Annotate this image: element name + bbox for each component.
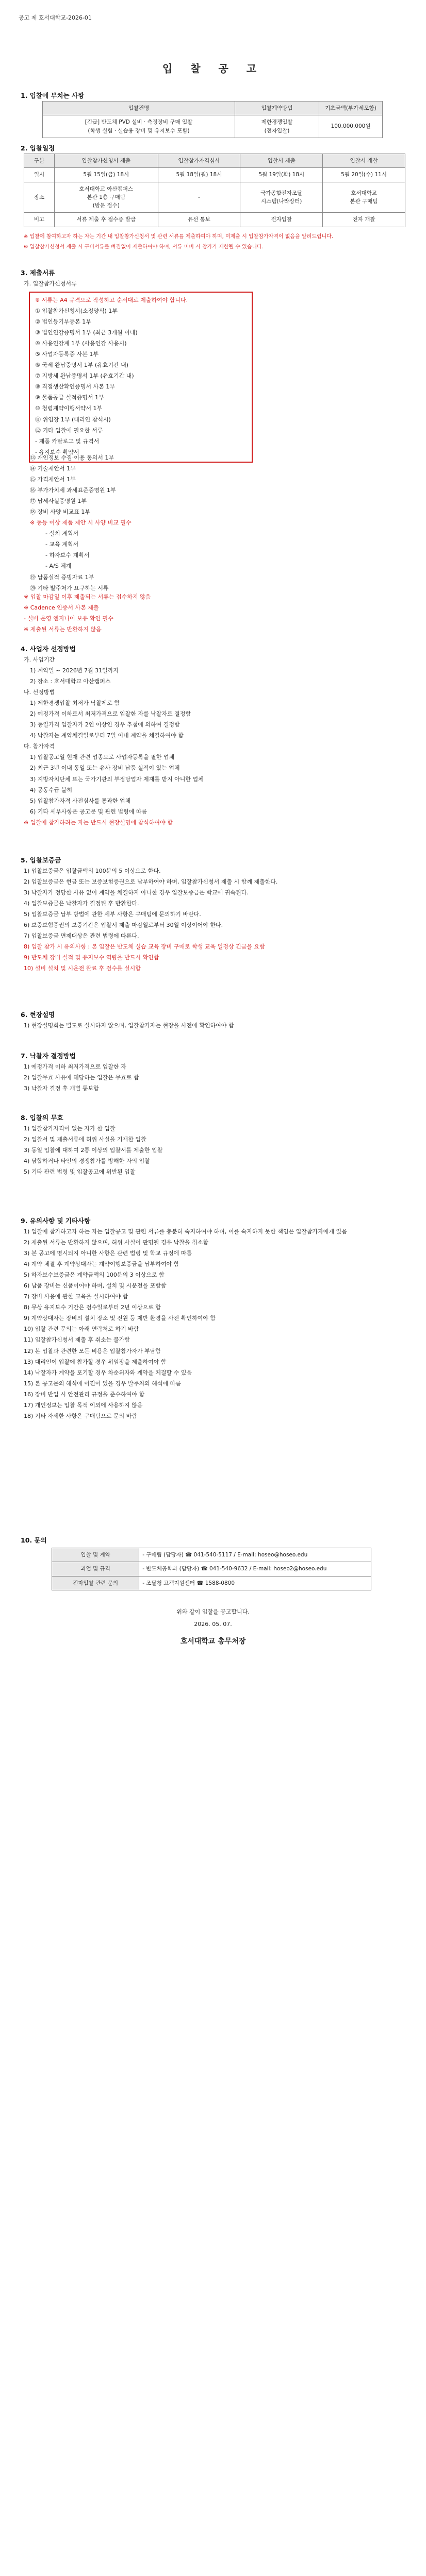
list-item: 2) 입찰서 및 제출서류에 허위 사실을 기재한 입찰 bbox=[24, 1136, 146, 1143]
table-cell: 5월 20일(수) 11시 bbox=[323, 168, 405, 182]
table-cell: 서류 제출 후 접수증 발급 bbox=[55, 213, 158, 227]
list-item: 2) 입찰무효 사유에 해당하는 입찰은 무효로 함 bbox=[24, 1074, 139, 1081]
list-item: 6) 납품 장비는 신품이어야 하며, 설치 및 시운전을 포함함 bbox=[24, 1282, 167, 1290]
list-item: ⑮ 가격제안서 1부 bbox=[30, 476, 76, 483]
list-item: 7) 장비 사용에 관한 교육을 실시하여야 함 bbox=[24, 1293, 128, 1300]
list-item: 3) 지방자치단체 또는 국가기관의 부정당업자 제재를 받지 아니한 업체 bbox=[30, 775, 204, 783]
box-line: ⑤ 사업자등록증 사본 1부 bbox=[35, 351, 99, 358]
note-text: ※ 입찰에 참가하려는 자는 반드시 현장설명에 참석하여야 함 bbox=[24, 819, 173, 826]
list-item: 2) 제출된 서류는 반환하지 않으며, 허위 사실이 판명될 경우 낙찰을 취소함 bbox=[24, 1239, 208, 1246]
box-line: ⑦ 지방세 완납증명서 1부 (유효기간 내) bbox=[35, 372, 134, 380]
list-item: ⑭ 기술제안서 1부 bbox=[30, 465, 76, 472]
table-header: 입찰서 제출 bbox=[240, 154, 323, 168]
closing-date: 2026. 05. 07. bbox=[194, 1621, 232, 1628]
list-item: 5) 입찰보증금 납부 방법에 관한 세부 사항은 구매팀에 문의하기 바란다. bbox=[24, 911, 201, 918]
list-item: 1) 입찰참가자격이 없는 자가 한 입찰 bbox=[24, 1125, 116, 1132]
box-line: ① 입찰참가신청서(소정양식) 1부 bbox=[35, 308, 118, 315]
section8-body bbox=[24, 1124, 405, 1178]
list-item: 10) 설비 설치 및 시운전 완료 후 검수를 실시함 bbox=[24, 965, 141, 972]
list-item: 3) 본 공고에 명시되지 아니한 사항은 관련 법령 및 학교 규정에 따름 bbox=[24, 1250, 192, 1257]
table-cell: 제한경쟁입찰 (전자입찰) bbox=[235, 115, 319, 138]
list-item: 1) 입찰보증금은 입찰금액의 100분의 5 이상으로 한다. bbox=[24, 868, 161, 874]
box-line: ⑩ 청렴계약이행서약서 1부 bbox=[35, 405, 103, 412]
list-item: ⑱ 장비 사양 비교표 1부 bbox=[30, 509, 90, 516]
list-item: 18) 기타 자세한 사항은 구매팀으로 문의 바람 bbox=[24, 1412, 137, 1419]
note-text: ※ 입찰참가신청서 제출 시 구비서류를 빠짐없이 제출하여야 하며, 서류 미비 시 참가가 제한될 수 있습니다. bbox=[24, 244, 264, 250]
section10-title: 10. 문의 bbox=[21, 1536, 47, 1544]
list-item: 2) 최근 3년 이내 동일 또는 유사 장비 납품 실적이 있는 업체 bbox=[30, 765, 180, 772]
list-item: 5) 기타 관련 법령 및 입찰공고에 위반된 입찰 bbox=[24, 1168, 136, 1176]
list-item: 4) 계약 체결 후 계약상대자는 계약이행보증금을 납부하여야 함 bbox=[24, 1261, 179, 1268]
list-item: 1) 입찰에 참가하고자 하는 자는 입찰공고 및 관련 서류를 충분히 숙지하여야 하며, 이를 숙지하지 못한 책임은 입찰참가자에게 있음 bbox=[24, 1228, 347, 1235]
note-text: ※ 입찰에 참여하고자 하는 자는 기간 내 입찰참가신청서 및 관련 서류를 제출하여야 하며, 미제출 시 입찰참가자격이 없음을 알려드립니다. bbox=[24, 234, 334, 240]
highlight-line: - 설비 운영 엔지니어 보유 확인 필수 bbox=[24, 615, 113, 622]
table-cell: - 구매팀 (담당자) ☎ 041-540-5117 / E-mail: hoseo@hoseo.edu bbox=[139, 1548, 371, 1562]
box-line: - 유지보수 확약서 bbox=[35, 448, 79, 455]
list-item: ⑲ 납품실적 증빙자료 1부 bbox=[30, 573, 94, 581]
box-line: ⑥ 국세 완납증명서 1부 (유효기간 내) bbox=[35, 362, 129, 369]
list-item: 17) 개인정보는 입찰 목적 이외에 사용하지 않음 bbox=[24, 1401, 143, 1409]
table-cell: 호서대학교 본관 구매팀 bbox=[323, 182, 405, 213]
list-item: 4) 공동수급 불허 bbox=[30, 786, 73, 793]
list-item: 5) 하자보수보증금은 계약금액의 100분의 3 이상으로 함 bbox=[24, 1272, 165, 1279]
box-line: - 제품 카탈로그 및 규격서 bbox=[35, 437, 100, 445]
list-item: - A/S 체계 bbox=[45, 563, 72, 570]
notice-number: 공고 제 호서대학교-2026-01 bbox=[19, 14, 92, 21]
table-header: 입찰참가신청서 제출 bbox=[55, 154, 158, 168]
table-cell: 전자입찰 bbox=[240, 213, 323, 227]
list-item: 2) 예정가격 이하로서 최저가격으로 입찰한 자를 낙찰자로 결정함 bbox=[30, 710, 191, 718]
list-item: 6) 보증보험증권의 보증기간은 입찰서 제출 마감일로부터 30일 이상이어야 한다. bbox=[24, 922, 223, 929]
list-item: ⑳ 기타 발주처가 요구하는 서류 bbox=[30, 584, 109, 591]
list-item: 8) 무상 유지보수 기간은 검수일로부터 2년 이상으로 함 bbox=[24, 1304, 161, 1311]
list-item: 1) 제한경쟁입찰 최저가 낙찰제로 함 bbox=[30, 700, 120, 707]
table-header: 입찰참가자격심사 bbox=[158, 154, 240, 168]
sub-heading: 다. 참가자격 bbox=[24, 743, 55, 750]
box-line: ③ 법인인감증명서 1부 (최근 3개월 이내) bbox=[35, 329, 138, 336]
list-item: ⑬ 개인정보 수집·이용 동의서 1부 bbox=[30, 454, 114, 461]
list-item: 4) 담합하거나 타인의 경쟁참가를 방해한 자의 입찰 bbox=[24, 1158, 150, 1165]
table-header: 입찰건명 bbox=[43, 101, 235, 115]
list-item: 3) 낙찰자 결정 후 개별 통보함 bbox=[24, 1085, 99, 1092]
list-item: 9) 반도체 장비 실적 및 유지보수 역량을 반드시 확인함 bbox=[24, 954, 159, 961]
required-docs-box bbox=[29, 292, 253, 463]
table-cell: 유선 통보 bbox=[158, 213, 240, 227]
section9-body bbox=[24, 1227, 405, 1422]
table-header: 구분 bbox=[24, 154, 55, 168]
table-cell: - 조달청 고객지원센터 ☎ 1588-0800 bbox=[139, 1576, 371, 1590]
list-item: - 교육 계획서 bbox=[45, 541, 79, 548]
list-item: 1) 계약일 ~ 2026년 7월 31일까지 bbox=[30, 667, 119, 674]
table-header: 입찰 및 계약 bbox=[52, 1548, 139, 1562]
section3-highlight bbox=[24, 592, 405, 636]
list-item: ⑯ 부가가치세 과세표준증명원 1부 bbox=[30, 487, 116, 494]
box-line: ② 법인등기부등본 1부 bbox=[35, 318, 91, 326]
table-cell: 5월 19일(화) 18시 bbox=[240, 168, 323, 182]
section3-list bbox=[24, 453, 412, 595]
table-cell: 일시 bbox=[24, 168, 55, 182]
contact-table bbox=[52, 1548, 371, 1590]
section1-title: 1. 입찰에 부치는 사항 bbox=[21, 92, 85, 99]
section2-notes bbox=[24, 233, 405, 253]
list-item: 11) 입찰참가신청서 제출 후 취소는 불가함 bbox=[24, 1336, 130, 1344]
page-title: 입 찰 공 고 bbox=[162, 62, 264, 75]
section2-title: 2. 입찰일정 bbox=[21, 144, 55, 152]
list-item: 1) 입찰공고일 현재 관련 업종으로 사업자등록을 필한 업체 bbox=[30, 754, 175, 761]
list-item: 6) 기타 세부사항은 공고문 및 관련 법령에 따름 bbox=[30, 808, 148, 815]
list-item: 1) 예정가격 이하 최저가격으로 입찰한 자 bbox=[24, 1063, 126, 1070]
table-cell: - bbox=[158, 182, 240, 213]
section7-body bbox=[24, 1062, 405, 1095]
list-item: 4) 낙찰자는 계약체결일로부터 7일 이내 계약을 체결하여야 함 bbox=[30, 732, 184, 739]
table-cell: - 반도체공학과 (담당자) ☎ 041-540-9632 / E-mail: hoseo2@hoseo.edu bbox=[139, 1562, 371, 1576]
table-header: 입찰계약방법 bbox=[235, 101, 319, 115]
table-cell: [긴급] 반도체 PVD 설비 · 측정장비 구매 입찰 (학생 실험 · 실습용 장비 및 유지보수 포함) bbox=[43, 115, 235, 138]
table-cell: 5월 18일(월) 18시 bbox=[158, 168, 240, 182]
box-line: ⑨ 물품공급 실적증명서 1부 bbox=[35, 394, 104, 401]
section3-title: 3. 제출서류 bbox=[21, 269, 55, 277]
section5-title: 5. 입찰보증금 bbox=[21, 856, 61, 864]
list-item: 3) 동일가격 입찰자가 2인 이상인 경우 추첨에 의하여 결정함 bbox=[30, 721, 180, 728]
highlight-line: ※ Cadence 인증서 사본 제출 bbox=[24, 604, 99, 612]
section7-title: 7. 낙찰자 결정방법 bbox=[21, 1052, 76, 1060]
section4-body bbox=[24, 655, 405, 829]
section1-table bbox=[42, 101, 383, 138]
box-line: ④ 사용인감계 1부 (사용인감 사용시) bbox=[35, 340, 127, 347]
list-item: ※ 동등 이상 제품 제안 시 사양 비교 필수 bbox=[30, 519, 132, 527]
list-item: 15) 본 공고문의 해석에 이견이 있을 경우 발주처의 해석에 따름 bbox=[24, 1380, 181, 1387]
box-line: ⑪ 위임장 1부 (대리인 참석시) bbox=[35, 416, 111, 423]
section5-body bbox=[24, 867, 405, 975]
table-cell: 호서대학교 아산캠퍼스 본관 1층 구매팀 (방문 접수) bbox=[55, 182, 158, 213]
table-cell: 5월 15일(금) 18시 bbox=[55, 168, 158, 182]
section8-title: 8. 입찰의 무효 bbox=[21, 1114, 63, 1122]
list-item: 2) 입찰보증금은 현금 또는 보증보험증권으로 납부하여야 하며, 입찰참가신청서 제출 시 함께 제출한다. bbox=[24, 878, 278, 886]
sub-heading: 나. 선정방법 bbox=[24, 689, 55, 696]
list-item: - 설치 계획서 bbox=[45, 530, 79, 537]
section9-title: 9. 유의사항 및 기타사항 bbox=[21, 1217, 91, 1225]
section6-title: 6. 현장설명 bbox=[21, 1011, 55, 1019]
list-item: 13) 대리인이 입찰에 참가할 경우 위임장을 제출하여야 함 bbox=[24, 1358, 167, 1365]
box-line: ⑫ 기타 입찰에 필요한 서류 bbox=[35, 427, 103, 434]
list-item: 9) 계약상대자는 장비의 설치 장소 및 전원 등 제반 환경을 사전 확인하여야 함 bbox=[24, 1315, 216, 1322]
section2-table bbox=[24, 154, 405, 227]
list-item: 4) 입찰보증금은 낙찰자가 결정된 후 반환한다. bbox=[24, 900, 139, 907]
sub-heading: 가. 사업기간 bbox=[24, 656, 55, 663]
list-item: 12) 본 입찰과 관련한 모든 비용은 입찰참가자가 부담함 bbox=[24, 1347, 161, 1354]
list-item: 10) 입찰 관련 문의는 아래 연락처로 하기 바람 bbox=[24, 1326, 139, 1333]
table-header: 입찰서 개찰 bbox=[323, 154, 405, 168]
list-item: - 하자보수 계획서 bbox=[45, 552, 90, 559]
list-item: ⑰ 납세사실증명원 1부 bbox=[30, 498, 87, 505]
list-item: 2) 장소 : 호서대학교 아산캠퍼스 bbox=[30, 678, 111, 685]
section6-text: 1) 현장설명회는 별도로 실시하지 않으며, 입찰참가자는 현장을 사전에 확인하여야 함 bbox=[24, 1022, 234, 1029]
table-header: 과업 및 규격 bbox=[52, 1562, 139, 1576]
box-line: ※ 서류는 A4 규격으로 작성하고 순서대로 제출하여야 합니다. bbox=[35, 297, 188, 303]
table-cell: 장소 bbox=[24, 182, 55, 213]
list-item: 3) 낙찰자가 정당한 사유 없이 계약을 체결하지 아니한 경우 입찰보증금은 학교에 귀속된다. bbox=[24, 889, 249, 896]
list-item: 14) 낙찰자가 계약을 포기할 경우 차순위자와 계약을 체결할 수 있음 bbox=[24, 1369, 192, 1376]
highlight-line: ※ 제출된 서류는 반환하지 않음 bbox=[24, 626, 102, 633]
section3-heading: 가. 입찰참가신청서류 bbox=[24, 280, 77, 287]
table-cell: 100,000,000원 bbox=[319, 115, 383, 138]
table-cell: 전자 개찰 bbox=[323, 213, 405, 227]
table-header: 전자입찰 관련 문의 bbox=[52, 1576, 139, 1590]
section4-title: 4. 사업자 선정방법 bbox=[21, 645, 76, 653]
list-item: 5) 입찰참가자격 사전심사를 통과한 업체 bbox=[30, 797, 131, 804]
list-item: 7) 입찰보증금 면제대상은 관련 법령에 따른다. bbox=[24, 933, 139, 940]
list-item: 3) 동일 입찰에 대하여 2통 이상의 입찰서를 제출한 입찰 bbox=[24, 1147, 163, 1154]
closing-org: 호서대학교 총무처장 bbox=[180, 1637, 246, 1646]
highlight-line: ※ 입찰 마감일 이후 제출되는 서류는 접수하지 않음 bbox=[24, 594, 151, 600]
list-item: 8) 입찰 참가 시 유의사항 : 본 입찰은 반도체 실습 교육 장비 구매로 학생 교육 일정상 긴급을 요함 bbox=[24, 943, 265, 951]
table-cell: 국가종합전자조달 시스템(나라장터) bbox=[240, 182, 323, 213]
box-line: ⑧ 직접생산확인증명서 사본 1부 bbox=[35, 383, 115, 391]
closing-text: 위와 같이 입찰을 공고합니다. bbox=[176, 1608, 250, 1615]
list-item: 16) 장비 반입 시 안전관리 규정을 준수하여야 함 bbox=[24, 1391, 145, 1398]
table-cell: 비고 bbox=[24, 213, 55, 227]
table-header: 기초금액(부가세포함) bbox=[319, 101, 383, 115]
